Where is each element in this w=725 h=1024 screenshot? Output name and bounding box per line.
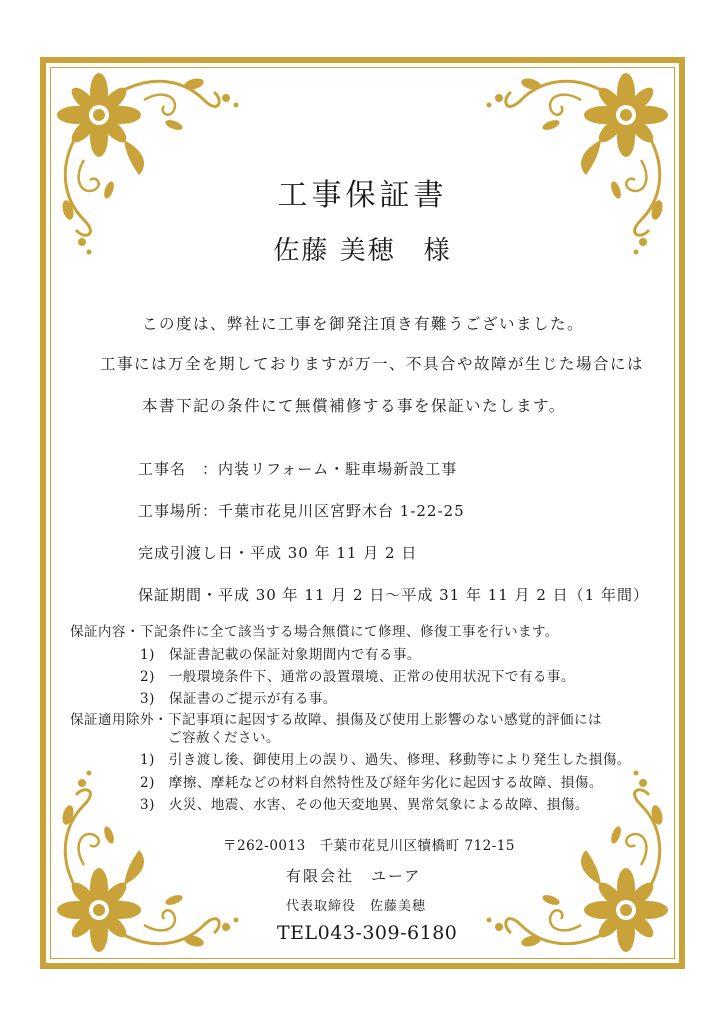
intro-line-3: 本書下記の条件にて無償補修する事を保証いたします。 [142,397,566,415]
project-name: 工事名 ：内装リフォーム・駐車場新設工事 [138,460,458,478]
handover-date: 完成引渡し日・平成 30 年 11 月 2 日 [138,544,418,562]
warranty-content-heading: 保証内容・下記条件に全て該当する場合無償にて修理、修復工事を行います。 [70,624,559,640]
warranty-content-item-1: 1) 保証書記載の保証対象期間内で有る事。 [140,647,421,663]
exclusions-heading-line-1: 保証適用除外・下記事項に起因する故障、損傷及び使用上影響のない感覚的評価には [70,712,602,728]
company-representative: 代表取締役 佐藤美穂 [286,899,427,914]
document-title: 工事保証書 [277,178,448,213]
exclusions-heading-line-2: ご容赦ください。 [168,730,280,746]
company-name: 有限会社 ユーア [286,867,422,885]
warranty-content-item-3: 3) 保証書のご提示が有る事。 [140,691,337,707]
company-telephone: TEL043-309-6180 [277,922,458,944]
warranty-content-item-2: 2) 一般環境条件下、通常の設置環境、正常の使用状況下で有る事。 [140,669,575,685]
exclusion-item-1: 1) 引き渡し後、御使用上の誤り、過失、修理、移動等により発生した損傷。 [140,752,631,768]
intro-line-1: この度は、弊社に工事を御発注頂き有難うございました。 [142,315,585,333]
warranty-period: 保証期間・平成 30 年 11 月 2 日～平成 31 年 11 月 2 日（1 年間） [138,586,649,604]
exclusion-item-2: 2) 摩擦、摩耗などの材料自然特性及び経年劣化に起因する故障、損傷。 [140,775,603,791]
company-address: 〒262-0013 千葉市花見川区犢橋町 712-15 [223,838,515,854]
intro-line-2: 工事には万全を期しておりますが万一、不具合や故障が生じた場合には [100,355,645,373]
project-location: 工事場所：千葉市花見川区宮野木台 1-22-25 [138,502,465,520]
recipient-name: 佐藤 美穂 様 [273,236,452,266]
exclusion-item-3: 3) 火災、地震、水害、その他天変地異、異常気象による故障、損傷。 [140,797,589,813]
